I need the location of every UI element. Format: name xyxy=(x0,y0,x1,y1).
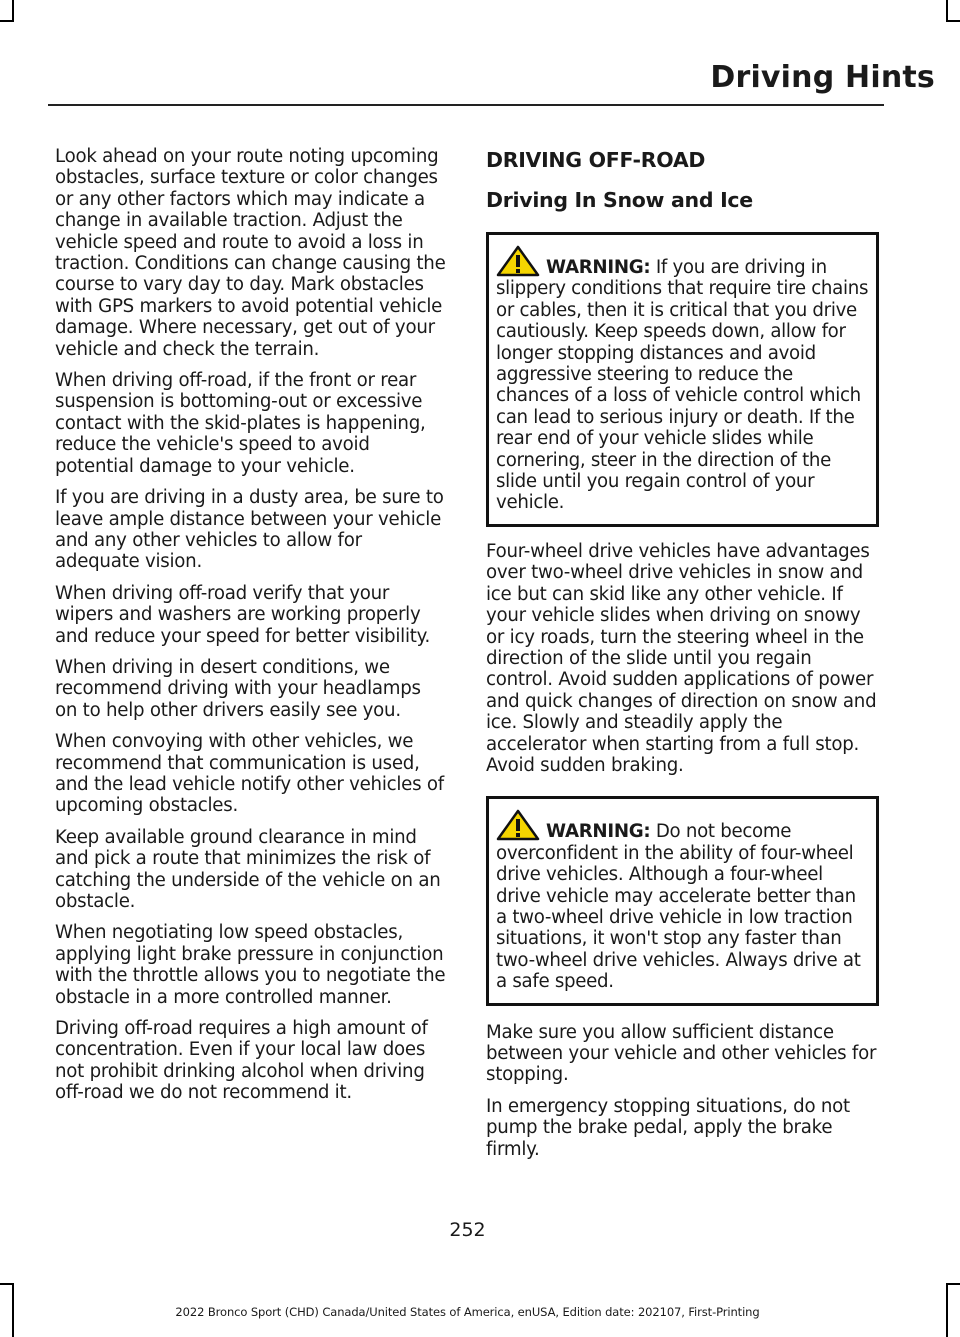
paragraph: Driving off-road requires a high amount of concentration. Even if your local law does not prohibit drinking alcohol when driving off-road we do not recommend it. xyxy=(55,1018,428,1104)
page-title: Driving Hints xyxy=(710,60,935,95)
crop-mark xyxy=(946,20,960,22)
header-rule xyxy=(48,104,884,106)
paragraph: Keep available ground clearance in mind and pick a route that minimizes the risk of catching the underside of the vehicle on an obstacle. xyxy=(55,826,441,912)
warning-box xyxy=(486,232,879,527)
footer-text: 2022 Bronco Sport (CHD) Canada/United States of America, enUSA, Edition date: 202107, First-Printing xyxy=(175,1305,760,1319)
paragraph: In emergency stopping situations, do not pump the brake pedal, apply the brake firmly. xyxy=(486,1095,850,1160)
crop-mark xyxy=(0,1283,14,1285)
paragraph: When negotiating low speed obstacles, applying light brake pressure in conjunction with the throttle allows you to negotiate the obstacle in a more controlled manner. xyxy=(55,922,446,1008)
paragraph: Four-wheel drive vehicles have advantages over two-wheel drive vehicles in snow and ice but can skid like any other vehicle. If your vehicle slides when driving on snowy or icy roads, turn the steering wheel in the direction of the slide until you regain control. Avoid sudden applications of power and quick changes of direction on snow and ice. Slowly and steadily apply the accelerator when starting from a full stop. Avoid sudden braking. xyxy=(486,540,877,776)
paragraph: When convoying with other vehicles, we recommend that communication is used, and the lead vehicle notify other vehicles of upcoming obstacles. xyxy=(55,731,444,817)
warning-triangle-icon xyxy=(496,245,540,277)
page-number: 252 xyxy=(449,1219,486,1241)
warning-text: If you are driving in slippery conditions that require tire chains or cables, then it is critical that you drive cautiously. Keep speeds down, allow for longer stopping distances and avoid aggressive steering to reduce the chances of a loss of vehicle control which can lead to serious injury or death. If the rear end of your vehicle slides while cornering, steer in the direction of the slide until you regain control of your vehicle. xyxy=(496,257,869,514)
warning-label: WARNING: xyxy=(546,821,651,843)
crop-mark xyxy=(946,0,948,20)
subsection-heading: Driving In Snow and Ice xyxy=(486,188,753,212)
warning-triangle-icon xyxy=(496,809,540,841)
paragraph: When driving off-road, if the front or rear suspension is bottoming-out or excessive contact with the skid-plates is happening, reduce the vehicle's speed to avoid potential damage to your vehicle. xyxy=(55,370,426,477)
crop-mark xyxy=(946,1283,960,1285)
paragraph: Make sure you allow sufficient distance between your vehicle and other vehicles for stopping. xyxy=(486,1021,877,1086)
section-heading: DRIVING OFF-ROAD xyxy=(486,148,706,172)
warning-text: Do not become overconfident in the ability of four-wheel drive vehicles. Although a four-wheel drive vehicle may accelerate better than a two-wheel drive vehicle in low traction situations, it won't stop any faster than two-wheel drive vehicles. Always drive at a safe speed. xyxy=(496,821,861,993)
left-column xyxy=(55,146,447,1114)
paragraph: If you are driving in a dusty area, be sure to leave ample distance between your vehicle and any other vehicles to allow for adequate vision. xyxy=(55,487,444,573)
paragraph: When driving off-road verify that your wipers and washers are working properly and reduce your speed for better visibility. xyxy=(55,582,431,647)
right-column xyxy=(486,146,879,1170)
crop-mark xyxy=(12,0,14,20)
paragraph: When driving in desert conditions, we recommend driving with your headlamps on to help other drivers easily see you. xyxy=(55,656,421,721)
crop-mark xyxy=(946,1283,948,1337)
warning-label: WARNING: xyxy=(546,257,651,278)
warning-box xyxy=(486,796,879,1005)
paragraph: Look ahead on your route noting upcoming obstacles, surface texture or color changes or any other factors which may indicate a change in available traction. Adjust the vehicle speed and route to avoid a loss in traction. Conditions can change causing the course to vary day to day. Mark obstacles with GPS markers to avoid potential vehicle damage. Where necessary, get out of your vehicle and check the terrain. xyxy=(55,146,446,360)
crop-mark xyxy=(0,20,14,22)
